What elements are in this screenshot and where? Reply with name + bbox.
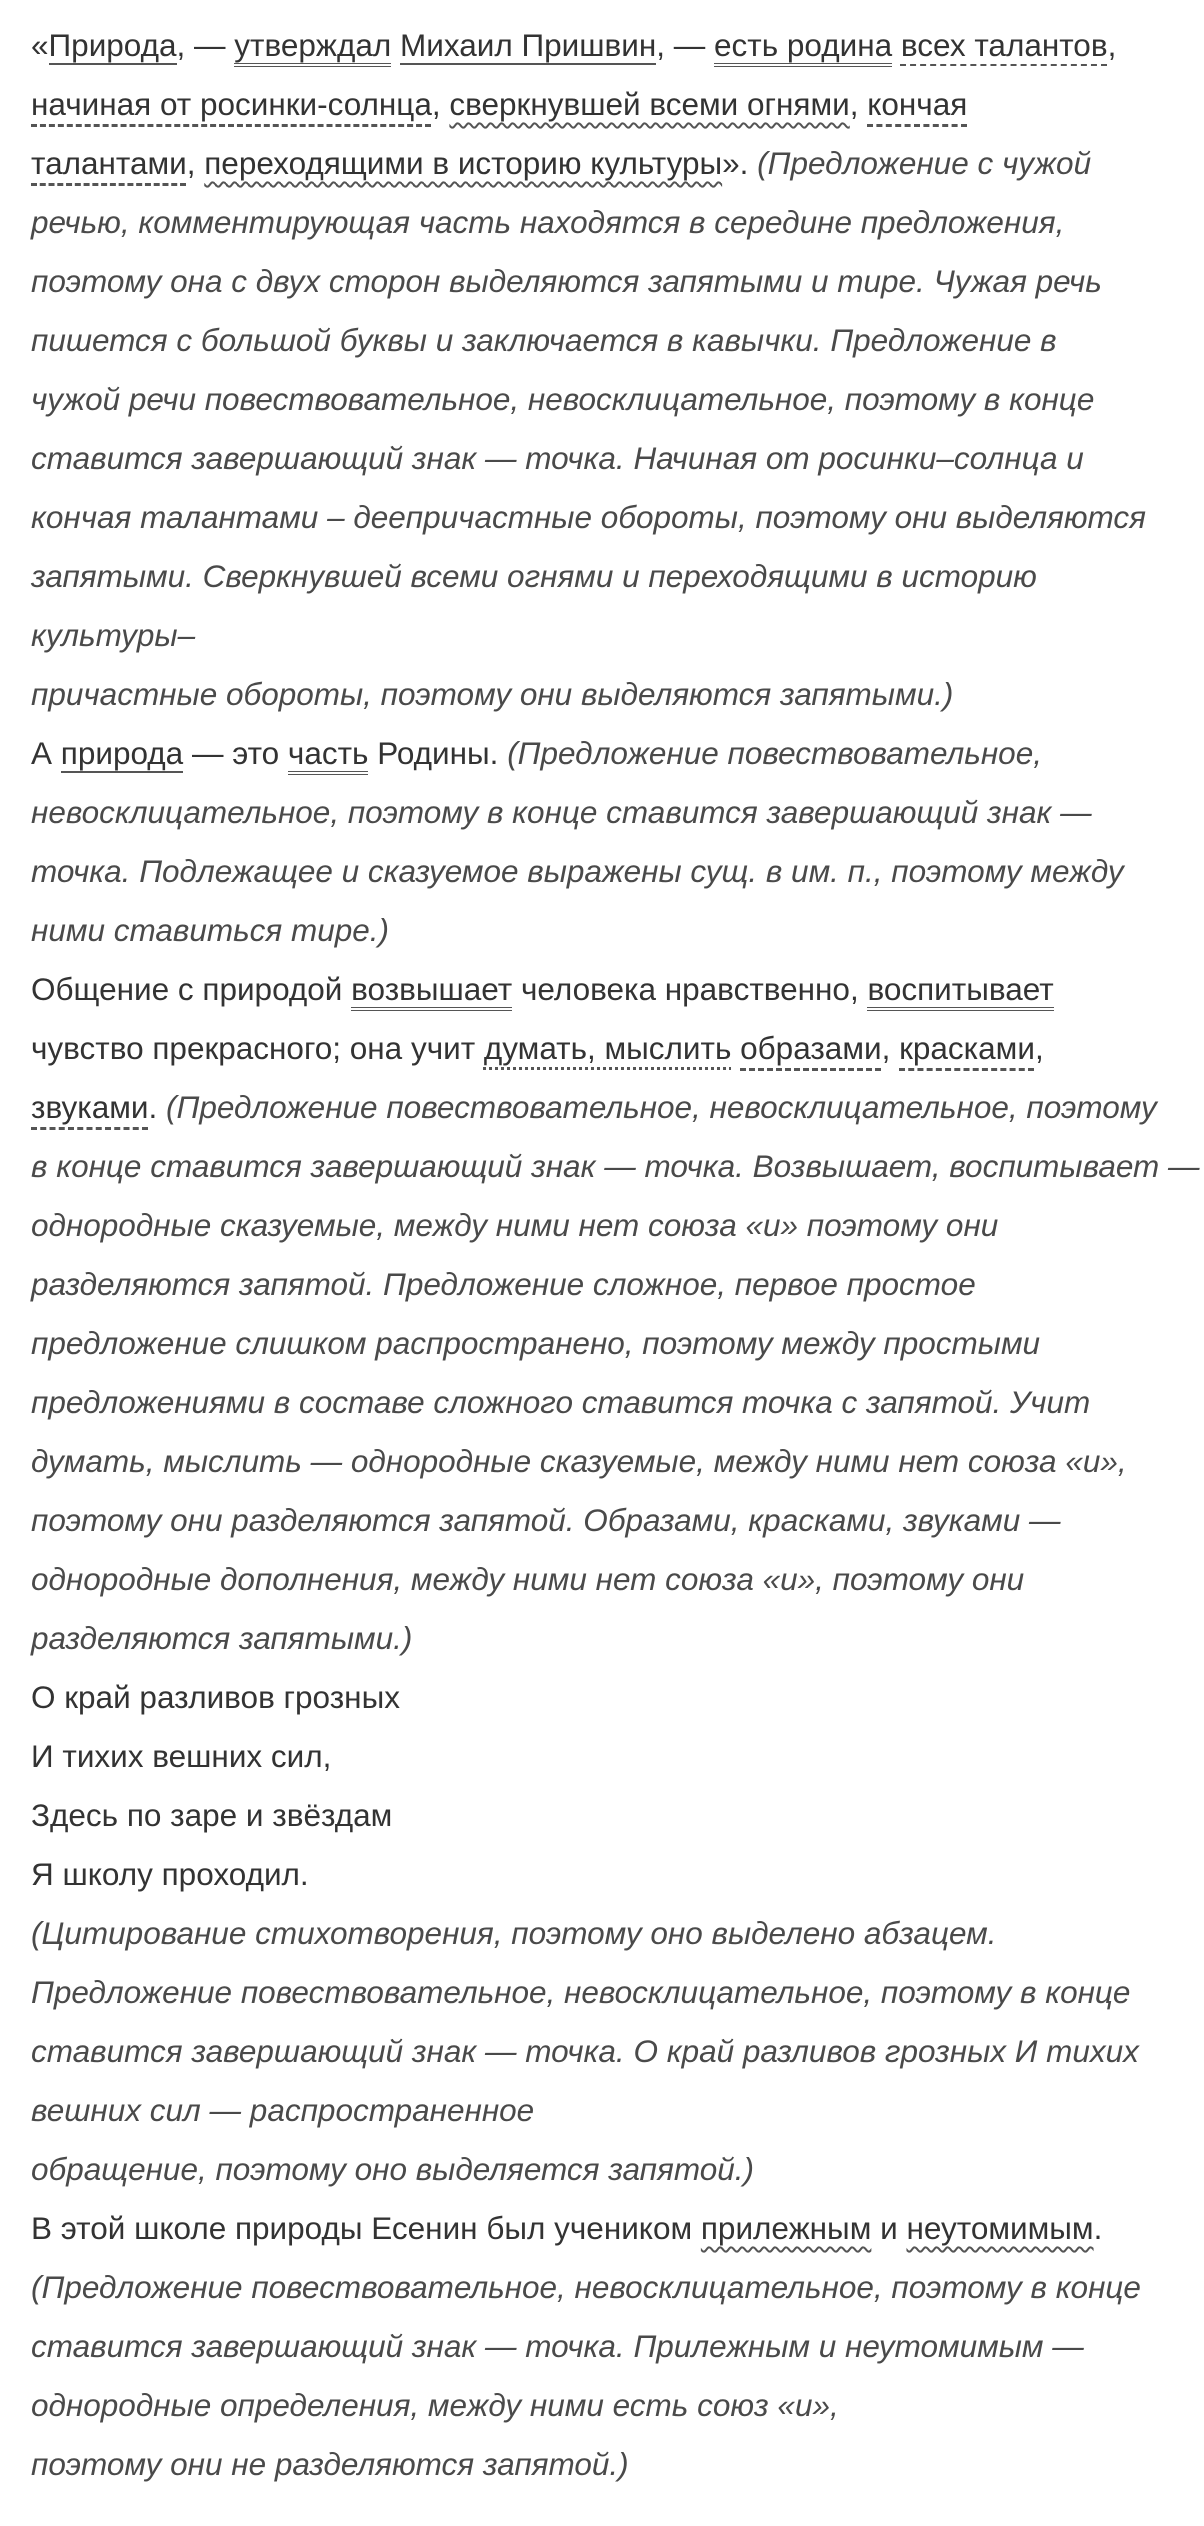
p2-line-4: ними ставиться тире.) bbox=[31, 912, 390, 948]
p1-line-11: культуры– bbox=[31, 617, 196, 653]
p3-line-4: в конце ставится завершающий знак — точка. Возвышает, воспитывает — bbox=[31, 1148, 1200, 1184]
p3-line-5: однородные сказуемые, между ними нет союза «и» поэтому они bbox=[31, 1207, 999, 1243]
p5-line-3: ставится завершающий знак — точка. Прилежным и неутомимым — bbox=[31, 2328, 1084, 2364]
text bbox=[731, 1030, 740, 1066]
subject-word: природа bbox=[60, 735, 184, 771]
poem-line-4: Я школу проходил. bbox=[31, 1856, 309, 1892]
text: , bbox=[849, 86, 868, 122]
attribute-word: прилежным bbox=[700, 2210, 872, 2246]
p3-line-6: разделяются запятой. Предложение сложное, первое простое bbox=[31, 1266, 976, 1302]
p2-line-3: точка. Подлежащее и сказуемое выражены сущ. в им. п., поэтому между bbox=[31, 853, 1124, 889]
text: ». bbox=[722, 145, 758, 181]
p4-line-5: обращение, поэтому оно выделяется запятой.) bbox=[31, 2151, 754, 2187]
text bbox=[892, 27, 901, 63]
predicate-word: возвышает bbox=[351, 971, 512, 1011]
comment-text: (Предложение повествовательное, bbox=[507, 735, 1042, 771]
text: , bbox=[431, 86, 450, 122]
p1-line-4: речью, комментирующая часть находятся в середине предложения, bbox=[31, 204, 1065, 240]
p4-line-2: Предложение повествовательное, невосклицательное, поэтому в конце bbox=[31, 1974, 1131, 2010]
text: человека нравственно, bbox=[512, 971, 868, 1007]
p5-line-1 bbox=[31, 2208, 1102, 2248]
poem-line-3: Здесь по заре и звёздам bbox=[31, 1797, 393, 1833]
p3-line-12: разделяются запятыми.) bbox=[31, 1620, 413, 1656]
p1-line-5: поэтому она с двух сторон выделяются запятыми и тире. Чужая речь bbox=[31, 263, 1102, 299]
p3-line-11: однородные дополнения, между ними нет союза «и», поэтому они bbox=[31, 1561, 1025, 1597]
text: . bbox=[1093, 2210, 1103, 2246]
text: , bbox=[186, 145, 205, 181]
predicate-word: есть родина bbox=[714, 27, 892, 67]
text: , bbox=[1107, 27, 1117, 63]
p4-line-1: (Цитирование стихотворения, поэтому оно выделено абзацем. bbox=[31, 1915, 997, 1951]
attribute-word: неутомимым bbox=[906, 2210, 1094, 2246]
p3-line-1 bbox=[31, 969, 1054, 1009]
predicate-word: часть bbox=[288, 735, 369, 775]
p5-line-4: однородные определения, между ними есть союз «и», bbox=[31, 2387, 839, 2423]
text: , — bbox=[176, 27, 235, 63]
text: Родины. bbox=[368, 735, 508, 771]
text: . bbox=[148, 1089, 166, 1125]
p3-line-3 bbox=[31, 1087, 1157, 1127]
p3-line-8: предложениями в составе сложного ставится точка с запятой. Учит bbox=[31, 1384, 1091, 1420]
adverbial-phrase: начиная от росинки-солнца bbox=[31, 86, 432, 122]
p1-line-10: запятыми. Сверкнувшей всеми огнями и переходящими в историю bbox=[31, 558, 1037, 594]
p1-line-2 bbox=[31, 84, 967, 124]
p4-line-3: ставится завершающий знак — точка. О край разливов грозных И тихих bbox=[31, 2033, 1139, 2069]
predicate-word: утверждал bbox=[234, 27, 391, 67]
subject-word: Михаил Пришвин bbox=[400, 27, 657, 63]
object-word: звуками bbox=[31, 1089, 149, 1125]
p5-line-2: (Предложение повествовательное, невосклицательное, поэтому в конце bbox=[31, 2269, 1141, 2305]
object-word: образами bbox=[740, 1030, 882, 1066]
text: Общение с природой bbox=[31, 971, 352, 1007]
p2-line-1 bbox=[31, 733, 1042, 773]
p3-line-2 bbox=[31, 1028, 1044, 1068]
p2-line-2: невосклицательное, поэтому в конце ставится завершающий знак — bbox=[31, 794, 1092, 830]
p1-line-9: кончая талантами – деепричастные обороты, поэтому они выделяются bbox=[31, 499, 1146, 535]
p3-line-10: поэтому они разделяются запятой. Образами, красками, звуками — bbox=[31, 1502, 1061, 1538]
text: « bbox=[31, 27, 49, 63]
text: , — bbox=[656, 27, 715, 63]
p1-line-6: пишется с большой буквы и заключается в кавычки. Предложение в bbox=[31, 322, 1057, 358]
p5-line-5: поэтому они не разделяются запятой.) bbox=[31, 2446, 629, 2482]
p3-line-9: думать, мыслить — однородные сказуемые, между ними нет союза «и», bbox=[31, 1443, 1127, 1479]
text: чувство прекрасного; она учит bbox=[31, 1030, 484, 1066]
p3-line-7: предложение слишком распространено, поэтому между простыми bbox=[31, 1325, 1041, 1361]
object-phrase: всех талантов bbox=[900, 27, 1108, 63]
poem-line-2: И тихих вешних сил, bbox=[31, 1738, 332, 1774]
text: , bbox=[1034, 1030, 1044, 1066]
participle-phrase: сверкнувшей всеми огнями bbox=[449, 86, 850, 122]
adverbial-phrase: кончая bbox=[867, 86, 968, 122]
predicate-phrase: думать, мыслить bbox=[483, 1030, 732, 1066]
text: В этой школе природы Есенин был учеником bbox=[31, 2210, 701, 2246]
p4-line-4: вешних сил — распространенное bbox=[31, 2092, 535, 2128]
p1-line-8: ставится завершающий знак — точка. Начиная от росинки–солнца и bbox=[31, 440, 1084, 476]
text: А bbox=[31, 735, 61, 771]
poem-line-1: О край разливов грозных bbox=[31, 1679, 400, 1715]
p1-line-1 bbox=[31, 25, 1116, 65]
text: , bbox=[881, 1030, 900, 1066]
text: и bbox=[871, 2210, 907, 2246]
p1-line-3 bbox=[31, 143, 1091, 183]
object-word: красками bbox=[899, 1030, 1035, 1066]
p1-line-7: чужой речи повествовательное, невосклицательное, поэтому в конце bbox=[31, 381, 1095, 417]
text bbox=[391, 27, 400, 63]
text: — это bbox=[183, 735, 288, 771]
predicate-word: воспитывает bbox=[867, 971, 1053, 1011]
comment-text: (Предложение с чужой bbox=[757, 145, 1092, 181]
subject-word: Природа bbox=[48, 27, 177, 63]
participle-phrase: переходящими в историю культуры bbox=[204, 145, 723, 181]
comment-text: (Предложение повествовательное, невосклицательное, поэтому bbox=[166, 1089, 1157, 1125]
adverbial-phrase: талантами bbox=[31, 145, 187, 181]
p1-line-12: причастные обороты, поэтому они выделяются запятыми.) bbox=[31, 676, 954, 712]
